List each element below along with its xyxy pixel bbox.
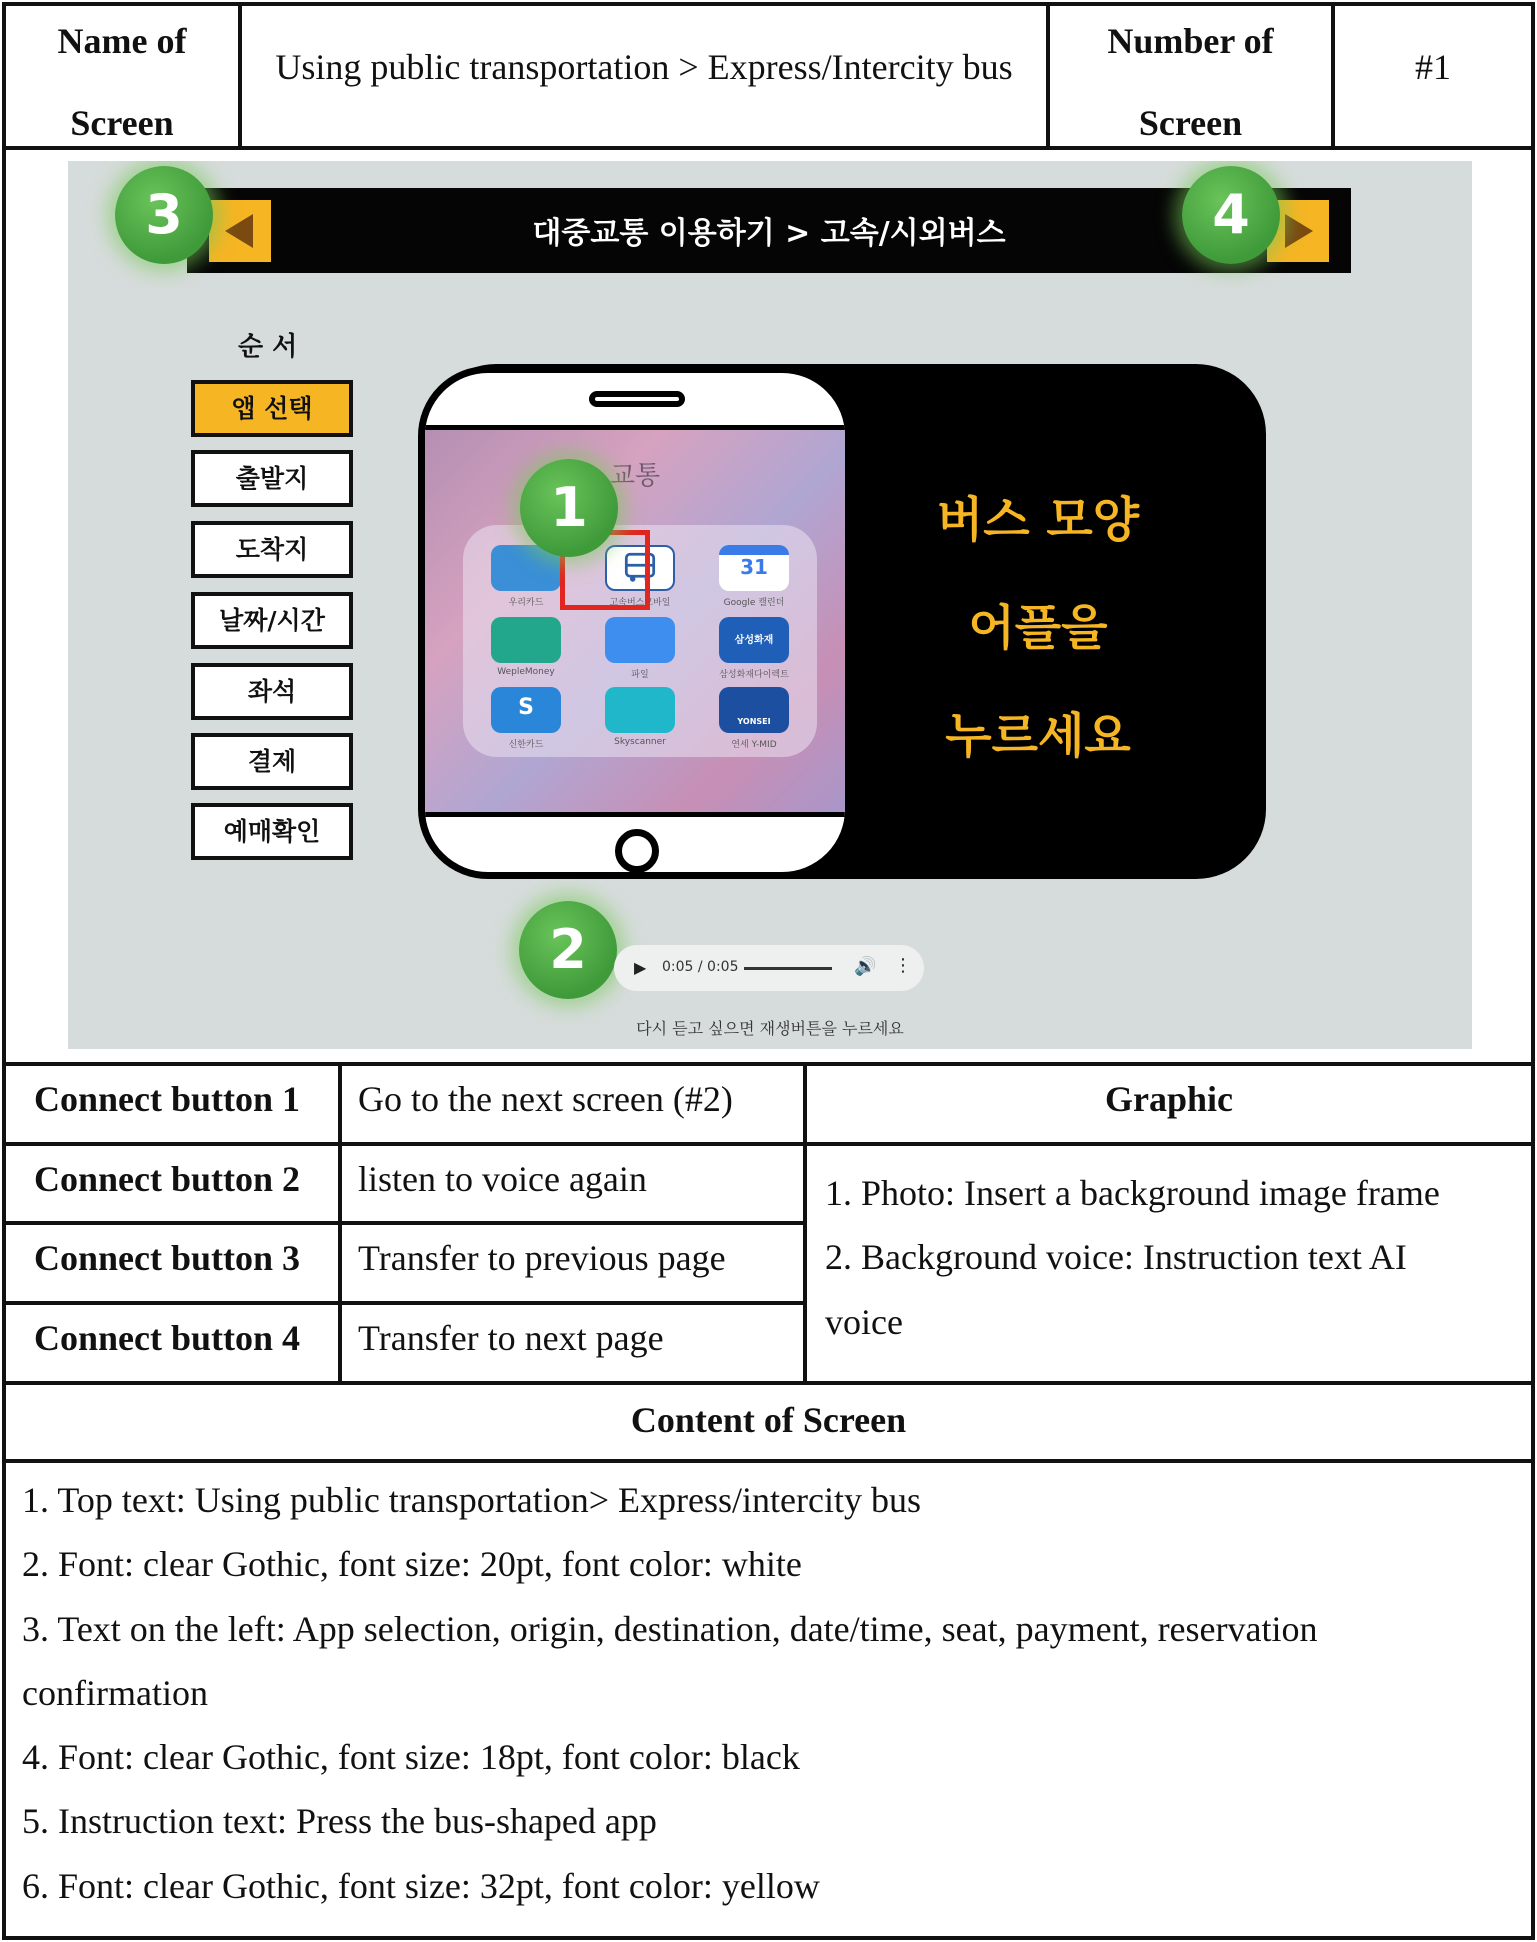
badge-2: 2	[519, 901, 617, 999]
badge-1: 1	[520, 459, 618, 557]
content-line-1: 1. Top text: Using public transportation> Express/intercity bus	[22, 1480, 921, 1520]
phone-mockup	[418, 366, 852, 879]
play-icon[interactable]: ▶	[634, 958, 647, 977]
app-label: 파일	[631, 670, 649, 680]
content-line-4: confirmation	[22, 1673, 208, 1713]
instruction-line-3: 누르세요	[945, 708, 1131, 764]
graphic-line-3: voice	[825, 1302, 903, 1342]
screen-number: #1	[1415, 47, 1451, 87]
more-options-icon[interactable]: ⋮	[894, 955, 912, 976]
insurance-app-icon[interactable]: 삼성화재	[719, 617, 789, 663]
audio-player[interactable]	[614, 945, 924, 991]
volume-icon[interactable]: 🔊	[854, 956, 877, 977]
app-label: 연세 Y-MID	[731, 740, 777, 750]
button-4-label: Connect button 4	[34, 1318, 301, 1358]
step-date-time[interactable]: 날짜/시간	[191, 592, 353, 649]
number-value-cell	[1331, 2, 1535, 150]
app-label: Skyscanner	[614, 737, 666, 747]
content-line-7: 6. Font: clear Gothic, font size: 32pt, font color: yellow	[22, 1866, 820, 1906]
phone-home-button	[615, 829, 659, 873]
app-label: WepleMoney	[497, 667, 555, 677]
button-3-value-cell	[338, 1221, 807, 1305]
button-2-label-cell	[2, 1142, 342, 1225]
number-label: Number of Screen	[1107, 21, 1274, 143]
app-label: Google 캘린더	[723, 598, 785, 608]
app-label: 우리카드	[508, 598, 544, 608]
button-1-value: Go to the next screen (#2)	[358, 1079, 733, 1119]
button-3-value: Transfer to previous page	[358, 1238, 726, 1278]
step-destination[interactable]: 도착지	[191, 521, 353, 578]
shinhan-app-icon[interactable]: S	[491, 687, 561, 733]
name-label-cell	[2, 2, 242, 150]
button-1-label: Connect button 1	[34, 1079, 301, 1119]
button-3-label: Connect button 3	[34, 1238, 301, 1278]
button-1-value-cell	[338, 1062, 807, 1146]
calendar-app-icon[interactable]: 31	[719, 545, 789, 591]
button-4-value: Transfer to next page	[358, 1318, 664, 1358]
screen-name: Using public transportation > Express/Intercity bus	[275, 47, 1013, 87]
app-label: 신한카드	[508, 740, 544, 750]
app-screenshot	[68, 161, 1472, 1049]
name-label: Name of Screen	[57, 21, 187, 143]
top-bar-title: 대중교통 이용하기 > 고속/시외버스	[532, 216, 1006, 251]
weplemoney-app-icon[interactable]	[491, 617, 561, 663]
button-2-value-cell	[338, 1142, 807, 1225]
instruction-line-1: 버스 모양	[936, 492, 1140, 548]
button-3-label-cell	[2, 1221, 342, 1305]
graphic-heading: Graphic	[1104, 1079, 1233, 1119]
steps-heading: 순 서	[238, 332, 298, 362]
step-app-select[interactable]: 앱 선택	[191, 380, 353, 437]
content-line-2: 2. Font: clear Gothic, font size: 20pt, font color: white	[22, 1544, 802, 1584]
button-1-label-cell	[2, 1062, 342, 1146]
app-label: 고속버스모바일	[609, 598, 671, 608]
files-app-icon[interactable]	[605, 617, 675, 663]
graphic-line-1: 1. Photo: Insert a background image frame	[825, 1173, 1440, 1213]
content-line-3: 3. Text on the left: App selection, origin, destination, date/time, seat, payment, reservation	[22, 1609, 1318, 1649]
top-bar	[187, 188, 1351, 273]
content-heading: Content of Screen	[630, 1400, 907, 1440]
player-time: 0:05 / 0:05	[662, 959, 739, 975]
instruction-line-2: 어플을	[968, 600, 1108, 656]
graphic-heading-cell	[803, 1062, 1535, 1146]
step-payment[interactable]: 결제	[191, 733, 353, 790]
badge-4: 4	[1182, 166, 1280, 264]
step-origin[interactable]: 출발지	[191, 450, 353, 507]
number-label-cell	[1046, 2, 1335, 150]
button-4-value-cell	[338, 1301, 807, 1385]
app-label: 삼성화재다이렉트	[719, 670, 789, 680]
button-2-label: Connect button 2	[34, 1159, 301, 1199]
button-2-value: listen to voice again	[358, 1159, 647, 1199]
phone-speaker	[589, 391, 685, 407]
skyscanner-app-icon[interactable]	[605, 687, 675, 733]
phone-screen	[425, 425, 845, 817]
button-4-label-cell	[2, 1301, 342, 1385]
step-confirm[interactable]: 예매확인	[191, 803, 353, 860]
graphic-body-cell	[803, 1142, 1535, 1385]
name-value-cell	[238, 2, 1050, 150]
progress-bar[interactable]	[744, 967, 832, 970]
content-body-cell	[2, 1459, 1535, 1940]
step-seat[interactable]: 좌석	[191, 663, 353, 720]
graphic-line-2: 2. Background voice: Instruction text AI	[825, 1237, 1407, 1277]
content-heading-cell	[2, 1381, 1535, 1463]
content-line-5: 4. Font: clear Gothic, font size: 18pt, font color: black	[22, 1737, 800, 1777]
replay-hint: 다시 듣고 싶으면 재생버튼을 누르세요	[636, 1019, 904, 1038]
content-line-6: 5. Instruction text: Press the bus-shaped app	[22, 1801, 657, 1841]
folder-title: 교통	[609, 461, 661, 491]
badge-3: 3	[115, 166, 213, 264]
yonsei-app-icon[interactable]: YONSEI	[719, 687, 789, 733]
